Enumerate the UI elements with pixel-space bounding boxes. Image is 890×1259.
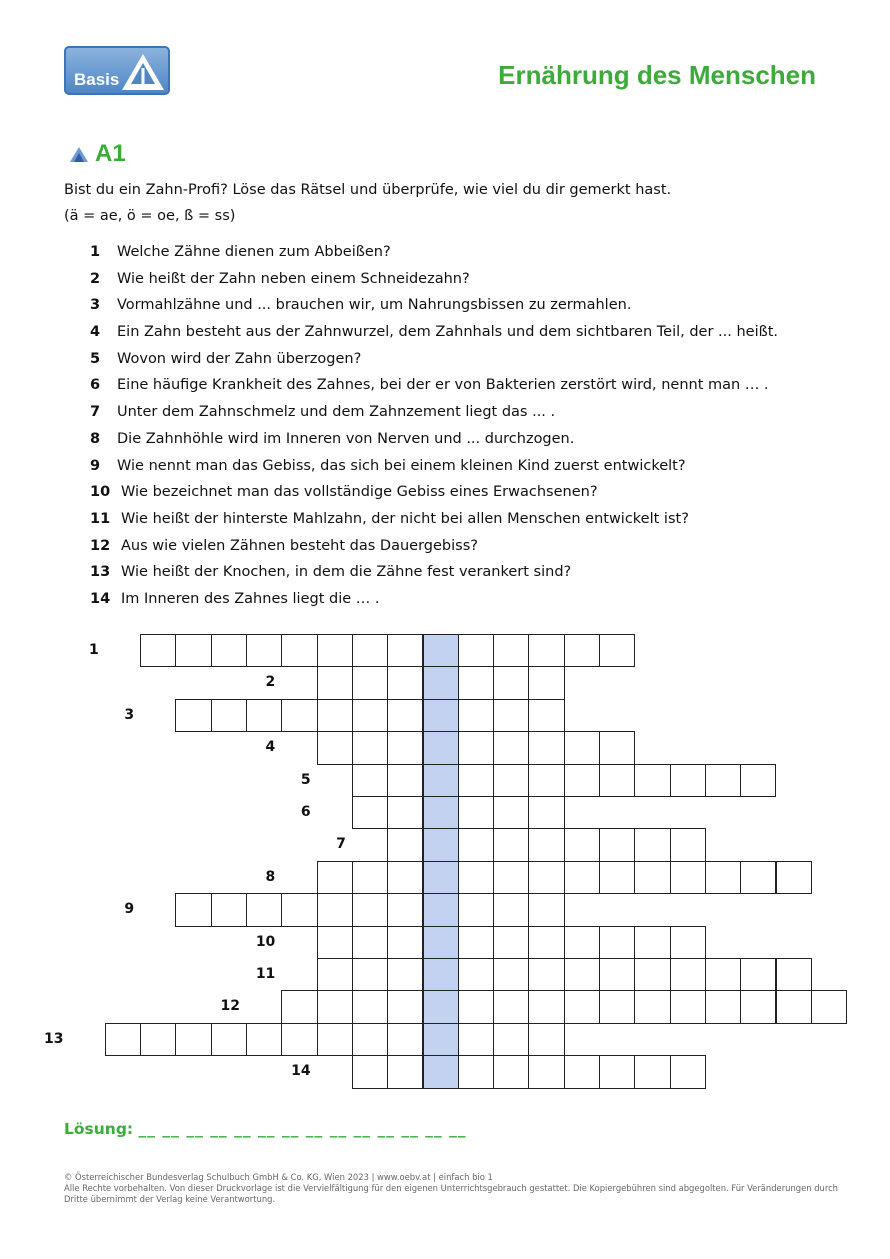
crossword-cell[interactable] [564,861,600,894]
crossword-cell[interactable] [458,666,494,699]
crossword-cell[interactable] [387,990,423,1023]
question-text: Vormahlzähne und ... brauchen wir, um Nahrungsbissen zu zermahlen. [117,297,632,314]
question-text: Wie heißt der Zahn neben einem Schneidezahn? [117,270,470,287]
crossword-row-number: 1 [89,642,99,658]
question-item [90,453,870,480]
crossword-cell[interactable] [317,893,353,926]
question-item [90,266,870,293]
crossword-cell[interactable] [493,634,529,667]
crossword-cell[interactable] [317,699,353,732]
crossword-cell[interactable] [281,1023,317,1056]
crossword-cell[interactable] [352,666,388,699]
crossword-cell[interactable] [458,1023,494,1056]
crossword-cell[interactable] [387,958,423,991]
question-number: 4 [90,324,101,341]
crossword-cell[interactable] [317,634,353,667]
crossword-cell[interactable] [564,926,600,959]
crossword-cell[interactable] [105,1023,141,1056]
question-number: 9 [90,457,101,474]
crossword-cell[interactable] [387,1055,423,1088]
crossword-cell[interactable] [493,893,529,926]
crossword-cell[interactable] [352,796,388,829]
crossword-row-number: 12 [220,998,240,1015]
copyright-footer [64,1172,844,1205]
crossword-cell[interactable] [528,666,564,699]
crossword-cell[interactable] [246,1023,282,1056]
footer-line-2: Alle Rechte vorbehalten. Von dieser Druckvorlage ist die Vervielfältigung für den eigenen Unterrichtsgebrauch gestattet. Die Kopiergebühren sind abgegolten. Für Veränderungen durch Dritte übernimmt der Verlag keine Verantwortung. [64,1183,838,1204]
solution-cell[interactable] [423,699,459,732]
crossword-cell[interactable] [634,958,670,991]
crossword-cell[interactable] [599,731,635,764]
question-text: Im Inneren des Zahnes liegt die … . [121,590,380,607]
crossword-cell[interactable] [387,796,423,829]
question-item [90,239,870,266]
crossword-cell[interactable] [352,764,388,797]
crossword-cell[interactable] [776,990,812,1023]
question-item [90,319,870,346]
question-text: Wie heißt der hinterste Mahlzahn, der nicht bei allen Menschen entwickelt ist? [121,510,689,527]
crossword-cell[interactable] [493,990,529,1023]
crossword-cell[interactable] [740,764,776,797]
solution-cell[interactable] [423,666,459,699]
crossword-cell[interactable] [458,990,494,1023]
solution-cell[interactable] [423,634,459,667]
crossword-row-number: 3 [124,706,135,723]
crossword-cell[interactable] [211,1023,247,1056]
crossword-cell[interactable] [493,731,529,764]
crossword-cell[interactable] [387,731,423,764]
solution-cell[interactable] [423,1023,459,1056]
crossword-cell[interactable] [634,1055,670,1088]
crossword-cell[interactable] [493,764,529,797]
crossword-cell[interactable] [634,990,670,1023]
question-number: 5 [90,350,101,367]
question-item [90,292,870,319]
crossword-row-number: 4 [265,739,276,756]
question-number: 12 [90,537,111,554]
task-intro [64,177,844,229]
crossword-cell[interactable] [458,796,494,829]
crossword-cell[interactable] [246,893,282,926]
question-text: Wovon wird der Zahn überzogen? [117,350,362,367]
crossword-row-number: 10 [255,933,276,950]
question-number: 11 [90,510,111,527]
crossword-cell[interactable] [599,958,635,991]
crossword-cell[interactable] [493,796,529,829]
crossword-cell[interactable] [352,1055,388,1088]
crossword-row-number: 13 [44,1030,64,1047]
crossword-cell[interactable] [175,893,211,926]
crossword-row-number: 5 [300,771,311,788]
page-title: Ernährung des Menschen [498,60,816,90]
crossword-cell[interactable] [317,990,353,1023]
crossword-cell[interactable] [705,764,741,797]
question-item [90,426,870,453]
crossword-cell[interactable] [528,828,564,861]
solution-cell[interactable] [423,926,459,959]
question-text: Welche Zähne dienen zum Abbeißen? [117,244,391,260]
crossword-cell[interactable] [564,958,600,991]
logo-text: Basis [74,70,120,89]
crossword-cell[interactable] [387,764,423,797]
crossword-cell[interactable] [211,893,247,926]
crossword-cell[interactable] [493,699,529,732]
crossword-cell[interactable] [670,926,706,959]
solution-label: Lösung: [64,1120,134,1138]
crossword-cell[interactable] [352,926,388,959]
crossword-cell[interactable] [458,828,494,861]
question-number: 13 [90,564,111,581]
umlaut-hint: (ä = ae, ö = oe, ß = ss) [64,208,236,224]
crossword-cell[interactable] [776,958,812,991]
question-item [90,506,870,533]
crossword-cell[interactable] [670,1055,706,1088]
crossword-cell[interactable] [281,699,317,732]
question-item [90,399,870,426]
crossword-cell[interactable] [670,990,706,1023]
solution-line [64,1120,467,1138]
crossword-cell[interactable] [634,926,670,959]
crossword-cell[interactable] [352,861,388,894]
crossword-cell[interactable] [387,893,423,926]
crossword-cell[interactable] [670,764,706,797]
crossword-cell[interactable] [387,828,423,861]
crossword-cell[interactable] [175,1023,211,1056]
crossword-cell[interactable] [599,828,635,861]
crossword-cell[interactable] [493,1023,529,1056]
crossword-cell[interactable] [493,926,529,959]
crossword-cell[interactable] [281,893,317,926]
question-text: Aus wie vielen Zähnen besteht das Dauergebiss? [121,537,478,554]
crossword-cell[interactable] [140,634,176,667]
crossword-cell[interactable] [599,764,635,797]
crossword-cell[interactable] [599,990,635,1023]
crossword-cell[interactable] [140,1023,176,1056]
crossword-row-number: 6 [300,804,311,820]
crossword-cell[interactable] [387,699,423,732]
crossword-row-number: 9 [124,901,135,918]
question-number: 8 [90,430,101,447]
question-item [90,586,870,613]
crossword-row-number: 8 [265,868,276,885]
crossword-cell[interactable] [528,634,564,667]
crossword-cell[interactable] [634,828,670,861]
crossword-cell[interactable] [528,926,564,959]
crossword-cell[interactable] [564,1055,600,1088]
question-text: Die Zahnhöhle wird im Inneren von Nerven und ... durchzogen. [117,430,575,447]
crossword-cell[interactable] [387,861,423,894]
question-text: Eine häufige Krankheit des Zahnes, bei der er von Bakterien zerstört wird, nennt man … . [117,377,769,394]
question-item [90,559,870,586]
crossword-cell[interactable] [599,1055,635,1088]
solution-cell[interactable] [423,958,459,991]
crossword-cell[interactable] [352,731,388,764]
solution-cell[interactable] [423,731,459,764]
crossword-cell[interactable] [458,1055,494,1088]
solution-cell[interactable] [423,1055,459,1088]
crossword-cell[interactable] [175,699,211,732]
crossword-cell[interactable] [493,861,529,894]
crossword-cell[interactable] [564,764,600,797]
crossword-cell[interactable] [352,634,388,667]
crossword-cell[interactable] [458,634,494,667]
crossword-cell[interactable] [528,893,564,926]
crossword-cell[interactable] [599,926,635,959]
crossword-cell[interactable] [387,1023,423,1056]
solution-cell[interactable] [423,893,459,926]
crossword-cell[interactable] [281,634,317,667]
crossword-cell[interactable] [740,990,776,1023]
question-text: Ein Zahn besteht aus der Zahnwurzel, dem Zahnhals und dem sichtbaren Teil, der ... heißt. [117,324,779,341]
crossword-cell[interactable] [528,796,564,829]
crossword-cell[interactable] [493,958,529,991]
crossword-cell[interactable] [458,764,494,797]
crossword-cell[interactable] [352,990,388,1023]
crossword-cell[interactable] [458,699,494,732]
crossword-cell[interactable] [528,990,564,1023]
question-number: 2 [90,270,101,287]
crossword-cell[interactable] [317,1023,353,1056]
solution-cell[interactable] [423,828,459,861]
crossword-cell[interactable] [211,634,247,667]
crossword-cell[interactable] [634,861,670,894]
question-item [90,479,870,506]
question-text: Wie nennt man das Gebiss, das sich bei einem kleinen Kind zuerst entwickelt? [117,457,686,474]
crossword-cell[interactable] [352,958,388,991]
crossword-cell[interactable] [246,699,282,732]
question-number: 7 [90,404,101,421]
crossword-cell[interactable] [740,861,776,894]
question-item [90,533,870,560]
question-list [90,239,870,613]
solution-cell[interactable] [423,796,459,829]
crossword-cell[interactable] [175,634,211,667]
crossword-cell[interactable] [528,764,564,797]
crossword-cell[interactable] [528,861,564,894]
footer-line-1: © Österreichischer Bundesverlag Schulbuch GmbH & Co. KG, Wien 2023 | www.oebv.at | einfach bio 1 [64,1172,493,1182]
basis-logo [64,46,170,95]
crossword-cell[interactable] [317,861,353,894]
crossword-cell[interactable] [705,990,741,1023]
crossword-cell[interactable] [493,1055,529,1088]
crossword-cell[interactable] [352,699,388,732]
crossword-row-number: 11 [255,966,276,982]
crossword-cell[interactable] [317,958,353,991]
crossword-cell[interactable] [564,990,600,1023]
crossword-cell[interactable] [670,861,706,894]
crossword-cell[interactable] [528,731,564,764]
crossword-cell[interactable] [493,666,529,699]
question-number: 1 [90,244,101,260]
crossword-cell[interactable] [599,861,635,894]
crossword-cell[interactable] [528,1055,564,1088]
crossword-cell[interactable] [528,1023,564,1056]
crossword-cell[interactable] [387,634,423,667]
question-item [90,372,870,399]
crossword-cell[interactable] [317,926,353,959]
task-label: A1 [95,140,126,167]
crossword-cell[interactable] [458,861,494,894]
crossword-cell[interactable] [705,958,741,991]
crossword-cell[interactable] [528,958,564,991]
crossword-cell[interactable] [211,699,247,732]
solution-cell[interactable] [423,861,459,894]
solution-cell[interactable] [423,764,459,797]
crossword-cell[interactable] [493,828,529,861]
crossword-cell[interactable] [564,731,600,764]
crossword-cell[interactable] [740,958,776,991]
question-number: 6 [90,377,101,394]
crossword-cell[interactable] [528,699,564,732]
crossword-cell[interactable] [564,634,600,667]
crossword-cell[interactable] [599,634,635,667]
crossword-cell[interactable] [670,958,706,991]
crossword-cell[interactable] [458,893,494,926]
crossword-cell[interactable] [352,893,388,926]
crossword-cell[interactable] [458,926,494,959]
crossword-cell[interactable] [387,666,423,699]
solution-cell[interactable] [423,990,459,1023]
question-text: Wie bezeichnet man das vollständige Gebiss eines Erwachsenen? [121,484,598,501]
crossword-cell[interactable] [705,861,741,894]
question-number: 10 [90,484,111,501]
crossword-cell[interactable] [634,764,670,797]
crossword-cell[interactable] [387,926,423,959]
crossword-cell[interactable] [317,666,353,699]
crossword-row-number: 2 [265,674,276,691]
crossword-cell[interactable] [281,990,317,1023]
question-text: Wie heißt der Knochen, in dem die Zähne fest verankert sind? [121,564,572,581]
question-number: 14 [90,590,111,607]
task-instruction: Bist du ein Zahn-Profi? Löse das Rätsel und überprüfe, wie viel du dir gemerkt hast. [64,182,672,198]
question-item [90,346,870,373]
crossword-cell[interactable] [811,990,847,1023]
question-number: 3 [90,297,101,314]
crossword-cell[interactable] [458,958,494,991]
crossword-cell[interactable] [776,861,812,894]
question-text: Unter dem Zahnschmelz und dem Zahnzement liegt das ... . [117,404,556,421]
solution-blanks: __ __ __ __ __ __ __ __ __ __ __ __ __ __ [138,1120,467,1138]
crossword-row-number: 7 [336,836,346,853]
crossword-cell[interactable] [317,731,353,764]
crossword-cell[interactable] [670,828,706,861]
crossword-cell[interactable] [352,1023,388,1056]
crossword-cell[interactable] [246,634,282,667]
crossword-cell[interactable] [564,828,600,861]
level-triangle-icon [69,146,89,163]
pyramid-logo-icon [118,50,168,94]
crossword-cell[interactable] [458,731,494,764]
crossword-row-number: 14 [291,1063,311,1080]
